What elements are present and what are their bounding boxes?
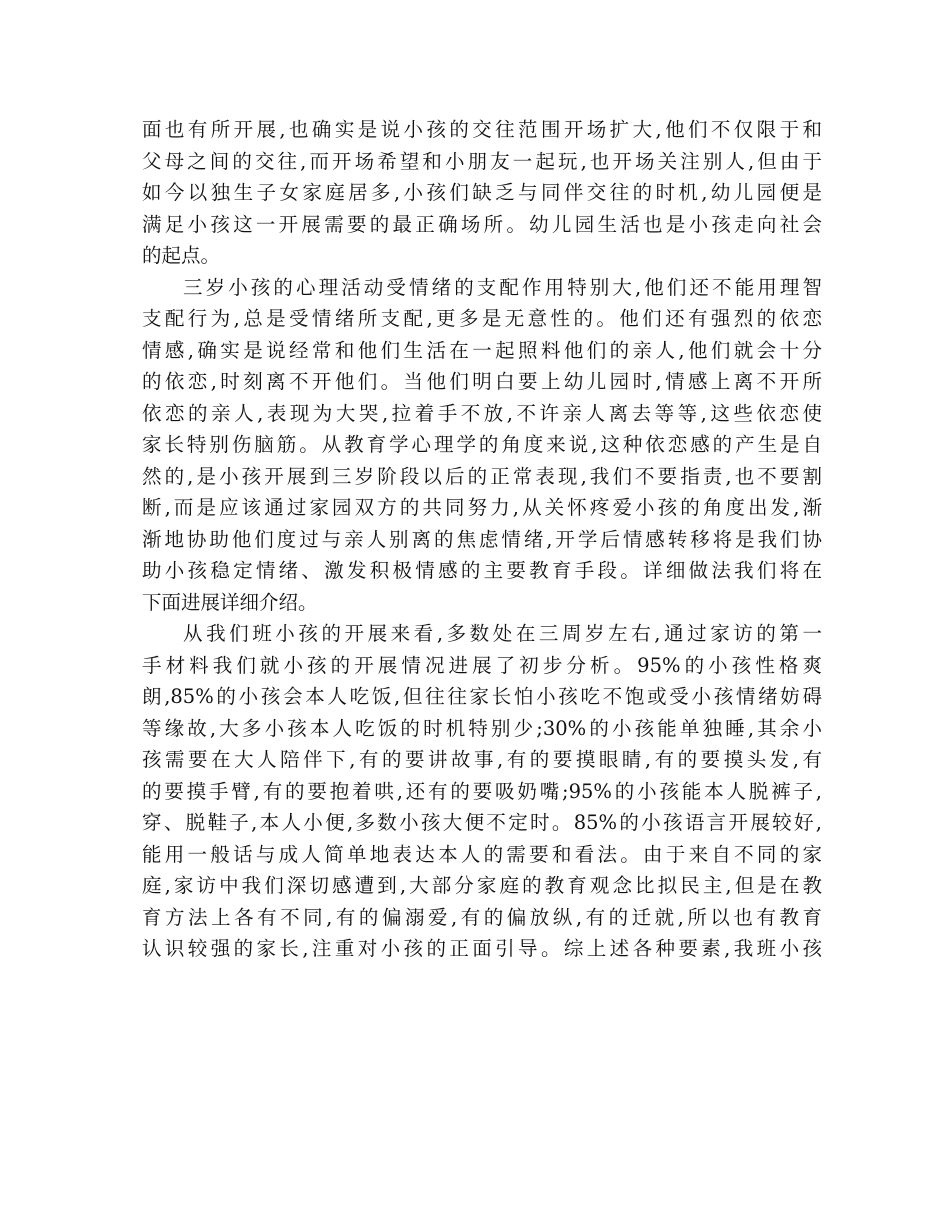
text-line: 三岁小孩的心理活动受情绪的支配作用特别大,他们还不能用理智 [183, 275, 822, 299]
text-line: 依恋的亲人,表现为大哭,拉着手不放,不许亲人离去等等,这些依恋使 [142, 401, 822, 425]
paragraph-2 [142, 272, 822, 619]
text-line: 断,而是应该通过家园双方的共同努力,从关怀疼爱小孩的角度出发,渐 [142, 496, 822, 519]
paragraph-3 [142, 618, 822, 965]
text-line: 支配行为,总是受情绪所支配,更多是无意性的。他们还有强烈的依恋 [142, 307, 822, 330]
text-line: 如今以独生子女家庭居多,小孩们缺乏与同伴交往的时机,幼儿园便是 [142, 181, 822, 204]
text-line: 从我们班小孩的开展来看,多数处在三周岁左右,通过家访的第一 [183, 622, 822, 645]
text-line: 孩需要在大人陪伴下,有的要讲故事,有的要摸眼睛,有的要摸头发,有 [142, 748, 822, 771]
text-line: 助小孩稳定情绪、激发积极情感的主要教育手段。详细做法我们将在 [142, 559, 822, 582]
text-line: 庭,家访中我们深切感遭到,大部分家庭的教育观念比拟民主,但是在教 [142, 874, 822, 897]
text-line: 父母之间的交往,而开场希望和小朋友一起玩,也开场关注别人,但由于 [142, 149, 822, 173]
paragraph-1 [142, 114, 822, 272]
text-line: 的要摸手臂,有的要抱着哄,还有的要吸奶嘴;95%的小孩能本人脱裤子, [142, 779, 822, 803]
text-line: 情感,确实是说经常和他们生活在一起照料他们的亲人,他们就会十分 [142, 338, 822, 362]
text-line: 下面进展详细介绍。 [142, 590, 318, 614]
text-line: 朗,85%的小孩会本人吃饭,但往往家长怕小孩吃不饱或受小孩情绪妨碍 [142, 685, 822, 708]
text-line: 的依恋,时刻离不开他们。当他们明白要上幼儿园时,情感上离不开所 [142, 370, 822, 393]
text-line: 能用一般话与成人简单地表达本人的需要和看法。由于来自不同的家 [142, 842, 822, 866]
text-line: 育方法上各有不同,有的偏溺爱,有的偏放纵,有的迁就,所以也有教育 [142, 905, 822, 929]
text-line: 认识较强的家长,注重对小孩的正面引导。综上述各种要素,我班小孩 [142, 937, 822, 960]
body-text [142, 114, 822, 965]
text-line: 然的,是小孩开展到三岁阶段以后的正常表现,我们不要指责,也不要割 [142, 464, 822, 488]
text-line: 穿、脱鞋子,本人小便,多数小孩大便不定时。85%的小孩语言开展较好, [142, 811, 822, 834]
text-line: 的起点。 [142, 244, 221, 267]
text-line: 面也有所开展,也确实是说小孩的交往范围开场扩大,他们不仅限于和 [142, 118, 822, 141]
text-line: 渐地协助他们度过与亲人别离的焦虑情绪,开学后情感转移将是我们协 [142, 527, 822, 551]
text-line: 等缘故,大多小孩本人吃饭的时机特别少;30%的小孩能单独睡,其余小 [142, 716, 822, 740]
text-line: 手材料我们就小孩的开展情况进展了初步分析。95%的小孩性格爽 [142, 653, 822, 677]
text-line: 家长特别伤脑筋。从教育学心理学的角度来说,这种依恋感的产生是自 [142, 433, 822, 456]
text-line: 满足小孩这一开展需要的最正确场所。幼儿园生活也是小孩走向社会 [142, 212, 822, 236]
